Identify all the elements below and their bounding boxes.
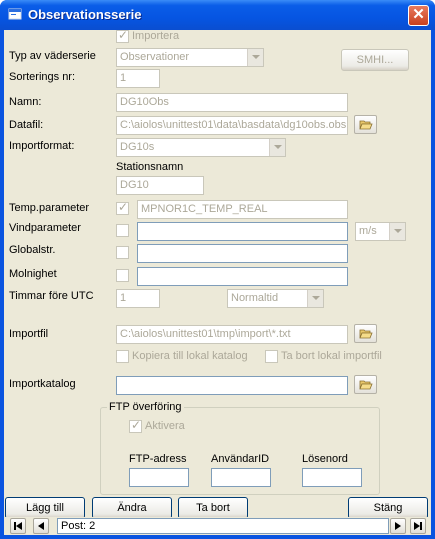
- ftp-aktivera-checkbox[interactable]: [129, 420, 142, 433]
- vind-input[interactable]: [137, 222, 348, 241]
- moln-checkbox[interactable]: [116, 269, 129, 282]
- window-title: Observationsserie: [28, 7, 142, 22]
- chevron-down-icon: [269, 139, 285, 156]
- last-record-button[interactable]: [410, 518, 426, 534]
- folder-open-icon: [359, 379, 373, 391]
- next-record-button[interactable]: [390, 518, 406, 534]
- lagg-till-button[interactable]: Lägg till: [5, 497, 85, 519]
- importformat-select[interactable]: [116, 138, 286, 157]
- timmar-input[interactable]: 1: [116, 289, 160, 308]
- kopiera-label: Kopiera till lokal katalog: [132, 350, 248, 362]
- namn-label: Namn:: [9, 96, 42, 108]
- ftp-adress-input[interactable]: [129, 468, 189, 487]
- folder-open-icon: [359, 119, 373, 131]
- timmar-label: Timmar före UTC: [9, 290, 94, 302]
- vind-checkbox[interactable]: [116, 224, 129, 237]
- prev-record-button[interactable]: [33, 518, 49, 534]
- stationsnamn-input[interactable]: DG10: [116, 176, 204, 195]
- global-label: Globalstr.: [9, 244, 56, 256]
- ftp-group-title: FTP överföring: [109, 401, 182, 413]
- moln-label: Molnighet: [9, 268, 57, 280]
- close-button[interactable]: [408, 5, 429, 26]
- ftp-adress-label: FTP-adress: [129, 453, 187, 465]
- temp-checkbox[interactable]: [116, 202, 129, 215]
- ftp-anvandar-input[interactable]: [211, 468, 271, 487]
- importformat-label: Importformat:: [9, 140, 75, 152]
- ftp-aktivera-label: Aktivera: [145, 420, 185, 432]
- temp-label: Temp.parameter: [9, 202, 90, 214]
- post-indicator: [57, 518, 389, 534]
- global-input[interactable]: [137, 244, 348, 263]
- importkatalog-input[interactable]: [116, 376, 348, 395]
- post-text: Post: 2: [61, 520, 96, 532]
- next-record-icon: [394, 522, 402, 530]
- sortering-input[interactable]: 1: [116, 69, 160, 88]
- importfil-label: Importfil: [9, 328, 49, 340]
- tid-value: Normaltid: [231, 292, 279, 304]
- ta-bort-button[interactable]: Ta bort: [178, 497, 248, 519]
- typ-label: Typ av väderserie: [9, 50, 96, 62]
- stang-button[interactable]: Stäng: [348, 497, 428, 519]
- ftp-losen-input[interactable]: [302, 468, 362, 487]
- importera-label: Importera: [132, 30, 180, 42]
- smhi-button[interactable]: SMHI...: [341, 49, 409, 71]
- first-record-icon: [14, 522, 22, 530]
- record-navigator: [4, 517, 431, 535]
- ftp-losen-label: Lösenord: [302, 453, 348, 465]
- datafil-browse-button[interactable]: [354, 115, 377, 134]
- andra-button[interactable]: Ändra: [92, 497, 172, 519]
- tabort-lokal-checkbox[interactable]: [265, 350, 278, 363]
- typ-select[interactable]: [116, 48, 264, 67]
- importformat-value: DG10s: [120, 141, 155, 153]
- chevron-down-icon: [247, 49, 263, 66]
- importkatalog-label: Importkatalog: [9, 378, 76, 390]
- form-client-area: [4, 30, 431, 535]
- importfil-browse-button[interactable]: [354, 324, 377, 343]
- global-checkbox[interactable]: [116, 246, 129, 259]
- tabort-lokal-label: Ta bort lokal importfil: [281, 350, 382, 362]
- stationsnamn-label: Stationsnamn: [116, 161, 184, 173]
- vind-unit-value: m/s: [359, 225, 377, 237]
- chevron-down-icon: [307, 290, 323, 307]
- kopiera-checkbox[interactable]: [116, 350, 129, 363]
- moln-input[interactable]: [137, 267, 348, 286]
- importera-checkbox[interactable]: [116, 30, 129, 43]
- ftp-anvandar-label: AnvändarID: [211, 453, 270, 465]
- tid-select[interactable]: [227, 289, 324, 308]
- close-icon: ✕: [412, 6, 425, 23]
- first-record-button[interactable]: [10, 518, 26, 534]
- typ-value: Observationer: [120, 51, 190, 63]
- sortering-label: Sorterings nr:: [9, 71, 76, 83]
- vind-label: Vindparameter: [9, 222, 81, 234]
- importkatalog-browse-button[interactable]: [354, 375, 377, 394]
- vind-unit-select[interactable]: [355, 222, 406, 241]
- datafil-input[interactable]: C:\aiolos\unittest01\data\basdata\dg10obs.obs: [116, 116, 348, 135]
- importfil-input[interactable]: C:\aiolos\unittest01\tmp\import\*.txt: [116, 325, 348, 344]
- temp-input[interactable]: MPNOR1C_TEMP_REAL: [137, 200, 348, 219]
- namn-input[interactable]: DG10Obs: [116, 93, 348, 112]
- folder-open-icon: [359, 328, 373, 340]
- last-record-icon: [414, 522, 422, 530]
- prev-record-icon: [37, 522, 45, 530]
- app-icon: [8, 7, 22, 21]
- title-bar[interactable]: [0, 0, 435, 30]
- datafil-label: Datafil:: [9, 119, 44, 131]
- chevron-down-icon: [389, 223, 405, 240]
